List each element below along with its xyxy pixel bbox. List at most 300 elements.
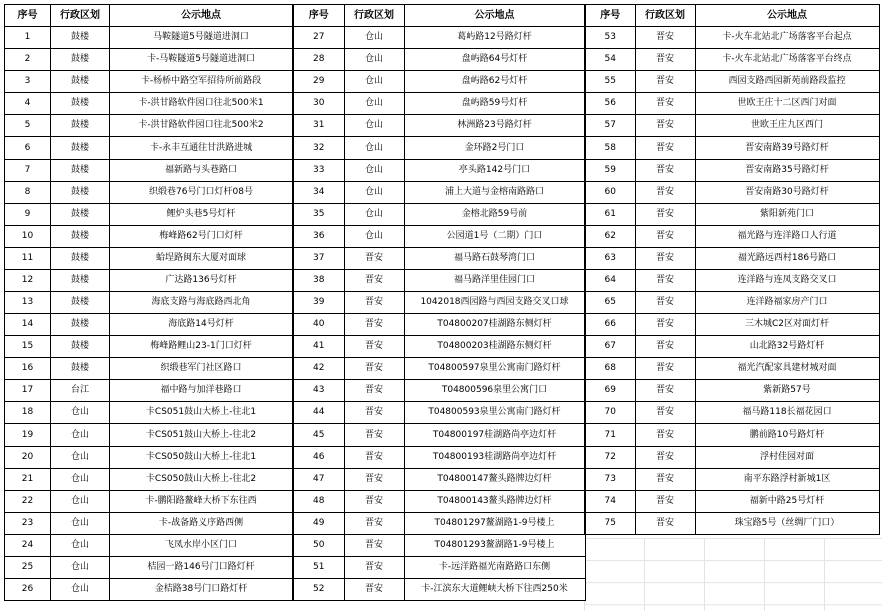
seq-cell[interactable]: 8 xyxy=(5,181,51,203)
seq-cell[interactable]: 16 xyxy=(5,358,51,380)
location-cell[interactable]: 蛤埕路闽东大厦对面球 xyxy=(110,247,293,269)
location-cell[interactable]: T04800197桂湖路尚亭边灯杆 xyxy=(404,424,585,446)
location-cell[interactable]: 福新中路25号灯杆 xyxy=(695,490,879,512)
district-cell[interactable]: 仓山 xyxy=(51,446,110,468)
location-cell[interactable]: T04800593泉里公寓南门路灯杆 xyxy=(404,402,585,424)
district-cell[interactable]: 晋安 xyxy=(635,446,695,468)
location-cell[interactable]: 公园道1号（二期）门口 xyxy=(404,225,585,247)
location-cell[interactable]: 1042018西园路与西园支路交叉口球 xyxy=(404,292,585,314)
district-cell[interactable]: 鼓楼 xyxy=(51,181,110,203)
location-cell[interactable]: T04800207桂湖路东侧灯杆 xyxy=(404,314,585,336)
seq-cell[interactable]: 42 xyxy=(293,358,344,380)
district-cell[interactable]: 鼓楼 xyxy=(51,292,110,314)
header-seq[interactable]: 序号 xyxy=(5,5,51,27)
district-cell[interactable]: 仓山 xyxy=(51,402,110,424)
location-cell[interactable]: 福马路118长福花园口 xyxy=(695,402,879,424)
seq-cell[interactable]: 29 xyxy=(293,71,344,93)
seq-cell[interactable]: 63 xyxy=(585,247,635,269)
table-row xyxy=(293,292,585,314)
location-cell[interactable]: T04801297鳌湖路1-9号楼上 xyxy=(404,512,585,534)
table-row xyxy=(5,380,293,402)
location-cell[interactable]: 卡-马鞍隧道5号隧道进洞口 xyxy=(110,49,293,71)
empty-grid-cells[interactable] xyxy=(584,538,882,611)
district-cell[interactable]: 晋安 xyxy=(635,203,695,225)
table-row xyxy=(585,269,879,291)
seq-cell[interactable]: 38 xyxy=(293,269,344,291)
seq-cell[interactable]: 74 xyxy=(585,490,635,512)
seq-cell[interactable]: 52 xyxy=(293,579,344,601)
seq-cell[interactable]: 64 xyxy=(585,269,635,291)
table-row xyxy=(293,380,585,402)
district-cell[interactable]: 晋安 xyxy=(635,402,695,424)
location-cell[interactable]: T04800143鳌头路牌边灯杆 xyxy=(404,490,585,512)
district-cell[interactable]: 鼓楼 xyxy=(51,93,110,115)
location-cell[interactable]: 珠宝路5号（丝绸厂门口） xyxy=(695,512,879,534)
table-row xyxy=(293,27,585,49)
location-cell[interactable]: T04800147鳌头路牌边灯杆 xyxy=(404,468,585,490)
location-cell[interactable]: 织缎巷军门社区路口 xyxy=(110,358,293,380)
seq-cell[interactable]: 4 xyxy=(5,93,51,115)
location-cell[interactable]: 鹏前路10号路灯杆 xyxy=(695,424,879,446)
seq-cell[interactable]: 34 xyxy=(293,181,344,203)
table-row xyxy=(5,534,293,556)
seq-cell[interactable]: 18 xyxy=(5,402,51,424)
table-row xyxy=(5,556,293,578)
seq-cell[interactable]: 56 xyxy=(585,93,635,115)
district-cell[interactable]: 晋安 xyxy=(635,93,695,115)
seq-cell[interactable]: 59 xyxy=(585,159,635,181)
location-cell[interactable]: 卡-杨桥中路空军招待所前路段 xyxy=(110,71,293,93)
district-cell[interactable]: 晋安 xyxy=(635,115,695,137)
district-cell[interactable]: 晋安 xyxy=(344,579,404,601)
district-cell[interactable]: 仓山 xyxy=(344,225,404,247)
seq-cell[interactable]: 24 xyxy=(5,534,51,556)
location-cell[interactable]: 福新路与头巷路口 xyxy=(110,159,293,181)
location-cell[interactable]: 福中路与加洋巷路口 xyxy=(110,380,293,402)
seq-cell[interactable]: 65 xyxy=(585,292,635,314)
district-cell[interactable]: 晋安 xyxy=(635,292,695,314)
location-cell[interactable]: 连洋路福家房产门口 xyxy=(695,292,879,314)
district-cell[interactable]: 仓山 xyxy=(344,181,404,203)
table-row xyxy=(5,358,293,380)
seq-cell[interactable]: 7 xyxy=(5,159,51,181)
location-cell[interactable]: T04800203桂湖路东侧灯杆 xyxy=(404,336,585,358)
table-group-1 xyxy=(4,4,293,601)
seq-cell[interactable]: 41 xyxy=(293,336,344,358)
district-cell[interactable]: 晋安 xyxy=(344,358,404,380)
location-cell[interactable]: 海底路14号灯杆 xyxy=(110,314,293,336)
table-group-3 xyxy=(584,4,880,535)
district-cell[interactable]: 晋安 xyxy=(635,380,695,402)
district-cell[interactable]: 仓山 xyxy=(51,579,110,601)
table-row xyxy=(5,115,293,137)
header-location[interactable]: 公示地点 xyxy=(695,5,879,27)
location-cell[interactable]: 卡-火车北站北广场落客平台起点 xyxy=(695,27,879,49)
seq-cell[interactable]: 57 xyxy=(585,115,635,137)
seq-cell[interactable]: 30 xyxy=(293,93,344,115)
seq-cell[interactable]: 26 xyxy=(5,579,51,601)
location-cell[interactable]: 卡CS050鼓山大桥上-往北2 xyxy=(110,468,293,490)
seq-cell[interactable]: 51 xyxy=(293,556,344,578)
table-row xyxy=(585,446,879,468)
seq-cell[interactable]: 71 xyxy=(585,424,635,446)
location-cell[interactable]: 卡-永丰互通往甘洪路进城 xyxy=(110,137,293,159)
header-row xyxy=(5,5,293,27)
seq-cell[interactable]: 58 xyxy=(585,137,635,159)
table-row xyxy=(5,71,293,93)
district-cell[interactable]: 晋安 xyxy=(344,556,404,578)
header-seq[interactable]: 序号 xyxy=(585,5,635,27)
district-cell[interactable]: 鼓楼 xyxy=(51,49,110,71)
seq-cell[interactable]: 55 xyxy=(585,71,635,93)
seq-cell[interactable]: 39 xyxy=(293,292,344,314)
header-district[interactable]: 行政区划 xyxy=(51,5,110,27)
district-cell[interactable]: 晋安 xyxy=(635,468,695,490)
district-cell[interactable]: 仓山 xyxy=(344,71,404,93)
table-row xyxy=(585,137,879,159)
seq-cell[interactable]: 2 xyxy=(5,49,51,71)
district-cell[interactable]: 晋安 xyxy=(344,446,404,468)
district-cell[interactable]: 晋安 xyxy=(344,512,404,534)
location-cell[interactable]: 福马路石鼓琴湾门口 xyxy=(404,247,585,269)
district-cell[interactable]: 晋安 xyxy=(344,490,404,512)
table-row xyxy=(293,269,585,291)
location-cell[interactable]: 卡-火车北站北广场落客平台终点 xyxy=(695,49,879,71)
header-district[interactable]: 行政区划 xyxy=(344,5,404,27)
table-row xyxy=(5,512,293,534)
district-cell[interactable]: 鼓楼 xyxy=(51,115,110,137)
location-cell[interactable]: 卡CS051鼓山大桥上-往北1 xyxy=(110,402,293,424)
district-cell[interactable]: 仓山 xyxy=(344,27,404,49)
header-location[interactable]: 公示地点 xyxy=(110,5,293,27)
district-cell[interactable]: 晋安 xyxy=(344,534,404,556)
district-cell[interactable]: 鼓楼 xyxy=(51,225,110,247)
seq-cell[interactable]: 66 xyxy=(585,314,635,336)
location-cell[interactable]: 海底支路与海底路西北角 xyxy=(110,292,293,314)
table-row xyxy=(5,49,293,71)
seq-cell[interactable]: 50 xyxy=(293,534,344,556)
district-cell[interactable]: 鼓楼 xyxy=(51,203,110,225)
table-row xyxy=(293,512,585,534)
seq-cell[interactable]: 15 xyxy=(5,336,51,358)
seq-cell[interactable]: 35 xyxy=(293,203,344,225)
location-cell[interactable]: 飞凤水岸小区门口 xyxy=(110,534,293,556)
location-cell[interactable]: 浦上大道与金榕南路路口 xyxy=(404,181,585,203)
district-cell[interactable]: 鼓楼 xyxy=(51,159,110,181)
location-cell[interactable]: 晋安南路30号路灯杆 xyxy=(695,181,879,203)
location-cell[interactable]: 世欧王庄十二区西门对面 xyxy=(695,93,879,115)
district-cell[interactable]: 晋安 xyxy=(344,292,404,314)
district-cell[interactable]: 仓山 xyxy=(51,424,110,446)
district-cell[interactable]: 仓山 xyxy=(344,159,404,181)
table-row xyxy=(5,269,293,291)
location-cell[interactable]: 卡-远洋路福光南路路口东侧 xyxy=(404,556,585,578)
table-row xyxy=(293,49,585,71)
district-cell[interactable]: 鼓楼 xyxy=(51,71,110,93)
district-cell[interactable]: 晋安 xyxy=(635,424,695,446)
table-row xyxy=(585,490,879,512)
table-row xyxy=(293,556,585,578)
district-cell[interactable]: 仓山 xyxy=(344,49,404,71)
header-location[interactable]: 公示地点 xyxy=(404,5,585,27)
table-row xyxy=(5,225,293,247)
location-cell[interactable]: 金榕北路59号前 xyxy=(404,203,585,225)
seq-cell[interactable]: 60 xyxy=(585,181,635,203)
table-row xyxy=(293,137,585,159)
table-row xyxy=(5,314,293,336)
district-cell[interactable]: 仓山 xyxy=(51,468,110,490)
table-row xyxy=(5,468,293,490)
seq-cell[interactable]: 27 xyxy=(293,27,344,49)
seq-cell[interactable]: 22 xyxy=(5,490,51,512)
seq-cell[interactable]: 53 xyxy=(585,27,635,49)
table-row xyxy=(5,181,293,203)
seq-cell[interactable]: 31 xyxy=(293,115,344,137)
district-cell[interactable]: 晋安 xyxy=(635,336,695,358)
location-cell[interactable]: 盘屿路64号灯杆 xyxy=(404,49,585,71)
seq-cell[interactable]: 20 xyxy=(5,446,51,468)
location-cell[interactable]: 福光路远西村186号路口 xyxy=(695,247,879,269)
location-cell[interactable]: 亭头路142号门口 xyxy=(404,159,585,181)
seq-cell[interactable]: 17 xyxy=(5,380,51,402)
location-cell[interactable]: 福马路洋里佳园门口 xyxy=(404,269,585,291)
table-row xyxy=(585,468,879,490)
location-cell[interactable]: 卡-鹏阳路鳌峰大桥下东往西 xyxy=(110,490,293,512)
location-cell[interactable]: 晋安南路39号路灯杆 xyxy=(695,137,879,159)
district-cell[interactable]: 仓山 xyxy=(51,490,110,512)
table-row xyxy=(293,579,585,601)
district-cell[interactable]: 晋安 xyxy=(344,380,404,402)
table-row xyxy=(5,159,293,181)
table-row xyxy=(585,424,879,446)
location-cell[interactable]: 卡-江滨东大道鲤峡大桥下往西250米 xyxy=(404,579,585,601)
location-cell[interactable]: 葛屿路12号路灯杆 xyxy=(404,27,585,49)
table-row xyxy=(293,402,585,424)
seq-cell[interactable]: 3 xyxy=(5,71,51,93)
district-cell[interactable]: 晋安 xyxy=(635,181,695,203)
table-row xyxy=(5,402,293,424)
table-row xyxy=(585,71,879,93)
table-row xyxy=(293,93,585,115)
district-cell[interactable]: 晋安 xyxy=(635,159,695,181)
seq-cell[interactable]: 1 xyxy=(5,27,51,49)
table-row xyxy=(293,534,585,556)
location-cell[interactable]: 鲤炉头巷5号灯杆 xyxy=(110,203,293,225)
table-row xyxy=(5,336,293,358)
location-cell[interactable]: 浮村佳园对面 xyxy=(695,446,879,468)
table-row xyxy=(585,115,879,137)
location-cell[interactable]: 卡CS051鼓山大桥上-往北2 xyxy=(110,424,293,446)
district-cell[interactable]: 仓山 xyxy=(51,512,110,534)
table-row xyxy=(5,490,293,512)
location-cell[interactable]: 盘屿路62号灯杆 xyxy=(404,71,585,93)
table-row xyxy=(5,292,293,314)
seq-cell[interactable]: 19 xyxy=(5,424,51,446)
location-cell[interactable]: 南平东路浮村新城1区 xyxy=(695,468,879,490)
location-cell[interactable]: 山北路32号路灯杆 xyxy=(695,336,879,358)
table-row xyxy=(585,93,879,115)
district-cell[interactable]: 晋安 xyxy=(635,71,695,93)
seq-cell[interactable]: 40 xyxy=(293,314,344,336)
district-cell[interactable]: 鼓楼 xyxy=(51,247,110,269)
location-cell[interactable]: 西园支路西园新苑前路段监控 xyxy=(695,71,879,93)
location-cell[interactable]: 紫阳新苑门口 xyxy=(695,203,879,225)
seq-cell[interactable]: 49 xyxy=(293,512,344,534)
location-cell[interactable]: 织缎巷76号门口灯杆08号 xyxy=(110,181,293,203)
location-cell[interactable]: 卡-洪甘路软件园口往北500米2 xyxy=(110,115,293,137)
district-cell[interactable]: 晋安 xyxy=(635,225,695,247)
district-cell[interactable]: 晋安 xyxy=(635,137,695,159)
table-row xyxy=(293,247,585,269)
district-cell[interactable]: 晋安 xyxy=(635,247,695,269)
header-row xyxy=(293,5,585,27)
district-cell[interactable]: 晋安 xyxy=(344,402,404,424)
seq-cell[interactable]: 46 xyxy=(293,446,344,468)
table-row xyxy=(5,27,293,49)
district-cell[interactable]: 仓山 xyxy=(51,556,110,578)
location-cell[interactable]: 马鞍隧道5号隧道进洞口 xyxy=(110,27,293,49)
header-seq[interactable]: 序号 xyxy=(293,5,344,27)
location-cell[interactable]: 世欧王庄九区西门 xyxy=(695,115,879,137)
seq-cell[interactable]: 67 xyxy=(585,336,635,358)
district-cell[interactable]: 晋安 xyxy=(635,49,695,71)
location-cell[interactable]: 福光路与连洋路口人行道 xyxy=(695,225,879,247)
table-row xyxy=(585,336,879,358)
location-cell[interactable]: T04800597泉里公寓南门路灯杆 xyxy=(404,358,585,380)
seq-cell[interactable]: 48 xyxy=(293,490,344,512)
table-row xyxy=(293,71,585,93)
seq-cell[interactable]: 54 xyxy=(585,49,635,71)
district-cell[interactable]: 台江 xyxy=(51,380,110,402)
seq-cell[interactable]: 21 xyxy=(5,468,51,490)
table-row xyxy=(5,446,293,468)
seq-cell[interactable]: 33 xyxy=(293,159,344,181)
location-cell[interactable]: 桔园一路146号门口路灯杆 xyxy=(110,556,293,578)
district-cell[interactable]: 鼓楼 xyxy=(51,27,110,49)
location-cell[interactable]: 福光汽配家具建材城对面 xyxy=(695,358,879,380)
location-cell[interactable]: 林洲路23号路灯杆 xyxy=(404,115,585,137)
seq-cell[interactable]: 75 xyxy=(585,512,635,534)
district-cell[interactable]: 晋安 xyxy=(635,358,695,380)
seq-cell[interactable]: 73 xyxy=(585,468,635,490)
table-row xyxy=(293,424,585,446)
location-cell[interactable]: 三木城C2区对面灯杆 xyxy=(695,314,879,336)
location-cell[interactable]: 紫新路57号 xyxy=(695,380,879,402)
district-cell[interactable]: 晋安 xyxy=(344,468,404,490)
district-cell[interactable]: 仓山 xyxy=(344,115,404,137)
seq-cell[interactable]: 43 xyxy=(293,380,344,402)
district-cell[interactable]: 鼓楼 xyxy=(51,269,110,291)
seq-cell[interactable]: 11 xyxy=(5,247,51,269)
seq-cell[interactable]: 32 xyxy=(293,137,344,159)
table-row xyxy=(585,380,879,402)
table-row xyxy=(5,203,293,225)
seq-cell[interactable]: 14 xyxy=(5,314,51,336)
seq-cell[interactable]: 5 xyxy=(5,115,51,137)
table-row xyxy=(293,181,585,203)
seq-cell[interactable]: 70 xyxy=(585,402,635,424)
table-group-2 xyxy=(292,4,586,601)
location-cell[interactable]: 广达路136号灯杆 xyxy=(110,269,293,291)
location-cell[interactable]: T04801293鳌湖路1-9号楼上 xyxy=(404,534,585,556)
header-district[interactable]: 行政区划 xyxy=(635,5,695,27)
table-row xyxy=(293,203,585,225)
district-cell[interactable]: 仓山 xyxy=(344,203,404,225)
district-cell[interactable]: 晋安 xyxy=(344,336,404,358)
seq-cell[interactable]: 9 xyxy=(5,203,51,225)
seq-cell[interactable]: 47 xyxy=(293,468,344,490)
seq-cell[interactable]: 44 xyxy=(293,402,344,424)
district-cell[interactable]: 晋安 xyxy=(635,27,695,49)
seq-cell[interactable]: 6 xyxy=(5,137,51,159)
district-cell[interactable]: 鼓楼 xyxy=(51,358,110,380)
table-row xyxy=(585,181,879,203)
location-cell[interactable]: 梅峰路62号门口灯杆 xyxy=(110,225,293,247)
district-cell[interactable]: 晋安 xyxy=(635,269,695,291)
seq-cell[interactable]: 12 xyxy=(5,269,51,291)
seq-cell[interactable]: 13 xyxy=(5,292,51,314)
location-cell[interactable]: 金桔路38号门口路灯杆 xyxy=(110,579,293,601)
table-row xyxy=(293,468,585,490)
table-row xyxy=(585,358,879,380)
seq-cell[interactable]: 36 xyxy=(293,225,344,247)
location-cell[interactable]: T04800193桂湖路尚亭边灯杆 xyxy=(404,446,585,468)
seq-cell[interactable]: 28 xyxy=(293,49,344,71)
location-cell[interactable]: 卡-战备路义序路西侧 xyxy=(110,512,293,534)
district-cell[interactable]: 晋安 xyxy=(635,512,695,534)
district-cell[interactable]: 仓山 xyxy=(344,137,404,159)
seq-cell[interactable]: 61 xyxy=(585,203,635,225)
seq-cell[interactable]: 37 xyxy=(293,247,344,269)
district-cell[interactable]: 晋安 xyxy=(344,424,404,446)
seq-cell[interactable]: 72 xyxy=(585,446,635,468)
seq-cell[interactable]: 45 xyxy=(293,424,344,446)
district-cell[interactable]: 仓山 xyxy=(51,534,110,556)
district-cell[interactable]: 鼓楼 xyxy=(51,137,110,159)
district-cell[interactable]: 晋安 xyxy=(635,314,695,336)
district-cell[interactable]: 晋安 xyxy=(344,314,404,336)
location-cell[interactable]: 卡-洪甘路软件园口往北500米1 xyxy=(110,93,293,115)
table-row xyxy=(293,336,585,358)
location-cell[interactable]: 金环路2号门口 xyxy=(404,137,585,159)
location-cell[interactable]: 盘屿路59号灯杆 xyxy=(404,93,585,115)
district-cell[interactable]: 仓山 xyxy=(344,93,404,115)
table-row xyxy=(293,358,585,380)
seq-cell[interactable]: 25 xyxy=(5,556,51,578)
location-cell[interactable]: 晋安南路35号路灯杆 xyxy=(695,159,879,181)
seq-cell[interactable]: 62 xyxy=(585,225,635,247)
seq-cell[interactable]: 23 xyxy=(5,512,51,534)
district-cell[interactable]: 晋安 xyxy=(344,247,404,269)
table-row xyxy=(585,27,879,49)
table-row xyxy=(293,314,585,336)
district-cell[interactable]: 鼓楼 xyxy=(51,314,110,336)
district-cell[interactable]: 晋安 xyxy=(344,269,404,291)
seq-cell[interactable]: 10 xyxy=(5,225,51,247)
location-cell[interactable]: T04800596泉里公寓门口 xyxy=(404,380,585,402)
table-row xyxy=(585,292,879,314)
table-row xyxy=(293,490,585,512)
district-cell[interactable]: 晋安 xyxy=(635,490,695,512)
location-cell[interactable]: 连洋路与连凤支路交叉口 xyxy=(695,269,879,291)
table-row xyxy=(293,159,585,181)
location-cell[interactable]: 梅峰路鲤山23-1门口灯杆 xyxy=(110,336,293,358)
seq-cell[interactable]: 68 xyxy=(585,358,635,380)
district-cell[interactable]: 鼓楼 xyxy=(51,336,110,358)
location-cell[interactable]: 卡CS050鼓山大桥上-往北1 xyxy=(110,446,293,468)
table-row xyxy=(5,137,293,159)
seq-cell[interactable]: 69 xyxy=(585,380,635,402)
